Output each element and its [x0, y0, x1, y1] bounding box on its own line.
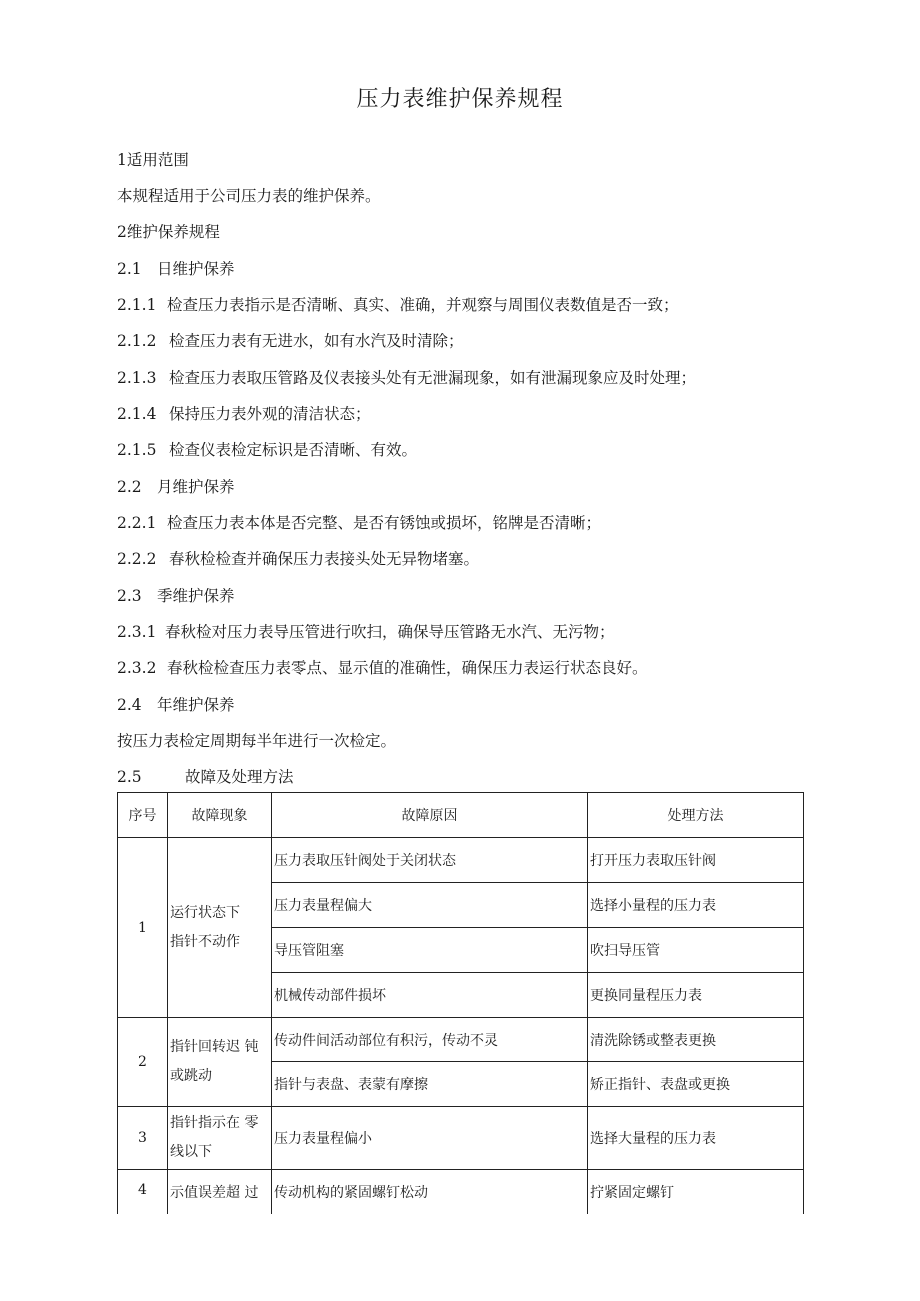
- fault-number: 2: [118, 1018, 168, 1107]
- item-text: 春秋检检查压力表零点、显示值的准确性，确保压力表运行状态良好。: [167, 659, 648, 677]
- item-text: 检查压力表有无进水，如有水汽及时清除；: [169, 332, 464, 350]
- section-2-5-heading: [117, 765, 294, 787]
- fault-cause: 导压管阻塞: [272, 928, 588, 973]
- item-number: 2.1.4: [117, 405, 157, 423]
- table-row: [118, 1170, 804, 1214]
- fault-number: 3: [118, 1107, 168, 1170]
- fault-cause: 压力表量程偏大: [272, 883, 588, 928]
- section-text: 故障及处理方法: [185, 768, 294, 786]
- section-2-heading: [117, 220, 220, 242]
- fault-cause: 传动机构的紧固螺钉松动: [272, 1170, 588, 1214]
- fault-cause: 压力表取压针阀处于关闭状态: [272, 838, 588, 883]
- table-row: [118, 1018, 804, 1062]
- fault-symptom: 运行状态下指针不动作: [168, 838, 272, 1018]
- item-text: 检查仪表检定标识是否清晰、有效。: [169, 441, 418, 459]
- item-2-3-1: [117, 620, 615, 642]
- section-number: 2.2: [117, 478, 142, 496]
- fault-cause: 压力表量程偏小: [272, 1107, 588, 1170]
- section-text: 年维护保养: [157, 696, 235, 714]
- item-text: 保持压力表外观的清洁状态；: [169, 405, 371, 423]
- paragraph-text: 按压力表检定周期每半年进行一次检定。: [117, 732, 397, 750]
- fault-fix: 拧紧固定螺钉: [588, 1170, 804, 1214]
- fault-number: 4: [118, 1170, 168, 1214]
- fault-symptom: 示值误差超 过: [168, 1170, 272, 1214]
- item-number: 2.1.1: [117, 296, 157, 314]
- table-header-row: [118, 793, 804, 838]
- section-text: 季维护保养: [157, 587, 235, 605]
- fault-fix: 选择大量程的压力表: [588, 1107, 804, 1170]
- item-2-1-5: [117, 438, 417, 460]
- table-row: [118, 1107, 804, 1170]
- calibration-paragraph: [117, 729, 396, 751]
- item-text: 检查压力表取压管路及仪表接头处有无泄漏现象，如有泄漏现象应及时处理；: [169, 369, 697, 387]
- section-1-heading: [117, 148, 189, 170]
- item-2-2-2: [117, 547, 479, 569]
- item-text: 春秋检对压力表导压管进行吹扫，确保导压管路无水汽、无污物；: [165, 623, 615, 641]
- item-2-1-2: [117, 329, 464, 351]
- section-number: 1: [117, 151, 127, 169]
- fault-fix: 更换同量程压力表: [588, 973, 804, 1018]
- fault-fix: 吹扫导压管: [588, 928, 804, 973]
- section-text: 月维护保养: [157, 478, 235, 496]
- fault-fix: 矫正指针、表盘或更换: [588, 1062, 804, 1107]
- section-2-3-heading: [117, 584, 235, 606]
- section-text: 适用范围: [126, 151, 189, 169]
- item-text: 检查压力表指示是否清晰、真实、准确，并观察与周围仪表数值是否一致；: [167, 296, 679, 314]
- fault-fix: 清洗除锈或整表更换: [588, 1018, 804, 1062]
- item-2-1-1: [117, 293, 679, 315]
- section-text: 日维护保养: [157, 260, 235, 278]
- item-2-1-3: [117, 366, 696, 388]
- item-number: 2.1.2: [117, 332, 157, 350]
- fault-symptom: 指针指示在 零线以下: [168, 1107, 272, 1170]
- item-number: 2.2.2: [117, 550, 157, 568]
- fault-number: 1: [118, 838, 168, 1018]
- item-text: 春秋检检查并确保压力表接头处无异物堵塞。: [169, 550, 480, 568]
- section-number: 2.3: [117, 587, 142, 605]
- scope-paragraph: [117, 184, 381, 206]
- section-number: 2.1: [117, 260, 142, 278]
- document-title: 压力表维护保养规程: [356, 87, 564, 112]
- header-cell: 故障现象: [168, 793, 272, 838]
- item-number: 2.3.2: [117, 659, 157, 677]
- section-text: 维护保养规程: [126, 223, 220, 241]
- section-number: 2: [117, 223, 127, 241]
- section-number: 2.4: [117, 696, 142, 714]
- item-text: 检查压力表本体是否完整、是否有锈蚀或损坏，铭牌是否清晰；: [167, 514, 602, 532]
- header-cell: 序号: [118, 793, 168, 838]
- item-2-2-1: [117, 511, 601, 533]
- section-number: 2.5: [117, 768, 142, 786]
- item-2-1-4: [117, 402, 371, 424]
- section-2-2-heading: [117, 475, 235, 497]
- item-number: 2.2.1: [117, 514, 157, 532]
- fault-cause: 指针与表盘、表蒙有摩擦: [272, 1062, 588, 1107]
- section-2-1-heading: [117, 257, 235, 279]
- fault-cause: 机械传动部件损坏: [272, 973, 588, 1018]
- fault-symptom: 指针回转迟 钝或跳动: [168, 1018, 272, 1107]
- header-cell: 故障原因: [272, 793, 588, 838]
- fault-fix: 打开压力表取压针阀: [588, 838, 804, 883]
- paragraph-text: 本规程适用于公司压力表的维护保养。: [117, 187, 381, 205]
- item-2-3-2: [117, 656, 648, 678]
- item-number: 2.3.1: [117, 623, 157, 641]
- fault-table: [117, 792, 804, 1214]
- section-2-4-heading: [117, 693, 235, 715]
- item-number: 2.1.3: [117, 369, 157, 387]
- item-number: 2.1.5: [117, 441, 157, 459]
- fault-cause: 传动件间活动部位有积污，传动不灵: [272, 1018, 588, 1062]
- header-cell: 处理方法: [588, 793, 804, 838]
- table-row: [118, 838, 804, 883]
- fault-fix: 选择小量程的压力表: [588, 883, 804, 928]
